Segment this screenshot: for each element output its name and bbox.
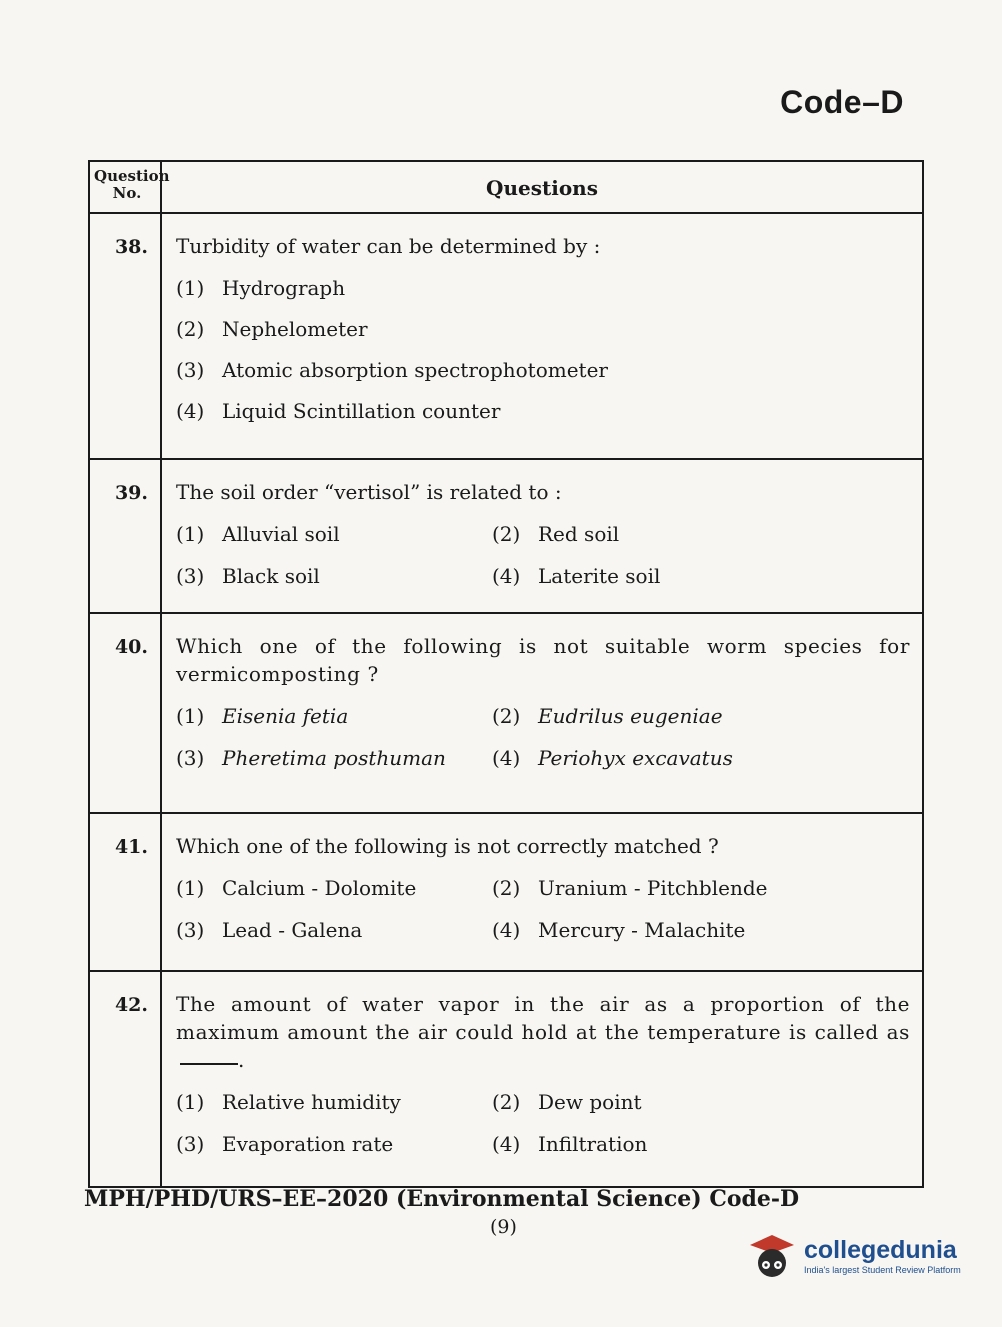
option-text: Lead - Galena [222, 918, 363, 942]
option [492, 876, 910, 900]
option-text: Liquid Scintillation counter [222, 399, 501, 423]
question-row [90, 458, 922, 612]
paper-footer: MPH/PHD/URS–EE–2020 (Environmental Science) Code-D [84, 1186, 800, 1212]
option-text: Periohyx excavatus [538, 746, 733, 770]
question-row [90, 812, 922, 970]
option-label: (1) [176, 1090, 205, 1114]
option [176, 746, 492, 770]
question-stem-end: . [238, 1048, 245, 1072]
option-text: Hydrograph [222, 276, 346, 300]
option-label: (2) [492, 1090, 521, 1114]
question-stem: Which one of the following is not suitable worm species for vermicomposting ? [176, 634, 910, 686]
option-text: Relative humidity [222, 1090, 401, 1114]
option [176, 399, 910, 423]
option [176, 704, 492, 728]
option-label: (4) [492, 746, 521, 770]
option-text: Infiltration [538, 1132, 648, 1156]
option-text: Evaporation rate [222, 1132, 394, 1156]
option-label: (1) [176, 276, 205, 300]
question-number: 41. [90, 814, 162, 970]
header-questions: Questions [486, 176, 598, 200]
option-label: (1) [176, 876, 205, 900]
logo-name: collegedunia [804, 1236, 957, 1264]
logo-tagline: India's largest Student Review Platform [804, 1265, 961, 1275]
option-label: (2) [176, 317, 205, 341]
option-text: Dew point [538, 1090, 642, 1114]
option [176, 276, 910, 300]
question-stem: Turbidity of water can be determined by : [176, 234, 601, 258]
option-text: Nephelometer [222, 317, 368, 341]
option [492, 564, 910, 588]
question-stem: The soil order “vertisol” is related to : [176, 480, 562, 504]
option-text: Uranium - Pitchblende [538, 876, 768, 900]
option [176, 358, 910, 382]
question-stem [176, 990, 910, 1074]
option-label: (3) [176, 564, 205, 588]
option [492, 1132, 910, 1156]
page-number: (9) [490, 1216, 517, 1238]
table-header [90, 162, 922, 212]
option-text: Laterite soil [538, 564, 661, 588]
option [492, 1090, 910, 1114]
option-text: Red soil [538, 522, 620, 546]
option-text: Atomic absorption spectrophotometer [222, 358, 608, 382]
question-number: 39. [90, 460, 162, 612]
question-row [90, 970, 922, 1186]
question-number: 38. [90, 214, 162, 458]
option-text: Eudrilus eugeniae [538, 704, 723, 728]
question-row [90, 212, 922, 458]
answer-blank [180, 1063, 238, 1065]
header-question-no: Question No. [90, 162, 162, 212]
mascot-icon [746, 1231, 798, 1281]
option-label: (4) [492, 918, 521, 942]
option [492, 704, 910, 728]
question-stem: Which one of the following is not correctly matched ? [176, 834, 719, 858]
option-label: (3) [176, 1132, 205, 1156]
option-label: (4) [176, 399, 205, 423]
question-table [88, 160, 924, 1188]
option-text: Calcium - Dolomite [222, 876, 417, 900]
option [176, 522, 492, 546]
question-stem-text: The amount of water vapor in the air as a proportion of the maximum amount the air could hold at the temperature is called as [176, 992, 910, 1044]
option [492, 918, 910, 942]
option-label: (2) [492, 704, 521, 728]
option [176, 317, 910, 341]
option-text: Black soil [222, 564, 320, 588]
option-label: (1) [176, 522, 205, 546]
option-label: (4) [492, 564, 521, 588]
option [492, 522, 910, 546]
option-label: (3) [176, 918, 205, 942]
option [176, 564, 492, 588]
option [176, 876, 492, 900]
paper-code: Code–D [780, 84, 904, 120]
option-text: Pheretima posthuman [222, 746, 446, 770]
collegedunia-logo[interactable] [746, 1230, 976, 1282]
option-label: (3) [176, 746, 205, 770]
option-label: (2) [492, 522, 521, 546]
option-label: (1) [176, 704, 205, 728]
option-label: (2) [492, 876, 521, 900]
question-row [90, 612, 922, 812]
option [176, 918, 492, 942]
option-label: (4) [492, 1132, 521, 1156]
option [176, 1132, 492, 1156]
option-text: Mercury - Malachite [538, 918, 746, 942]
option-text: Eisenia fetia [222, 704, 349, 728]
question-number: 42. [90, 972, 162, 1186]
option-label: (3) [176, 358, 205, 382]
option [176, 1090, 492, 1114]
option-text: Alluvial soil [222, 522, 340, 546]
option [492, 746, 910, 770]
question-number: 40. [90, 614, 162, 812]
